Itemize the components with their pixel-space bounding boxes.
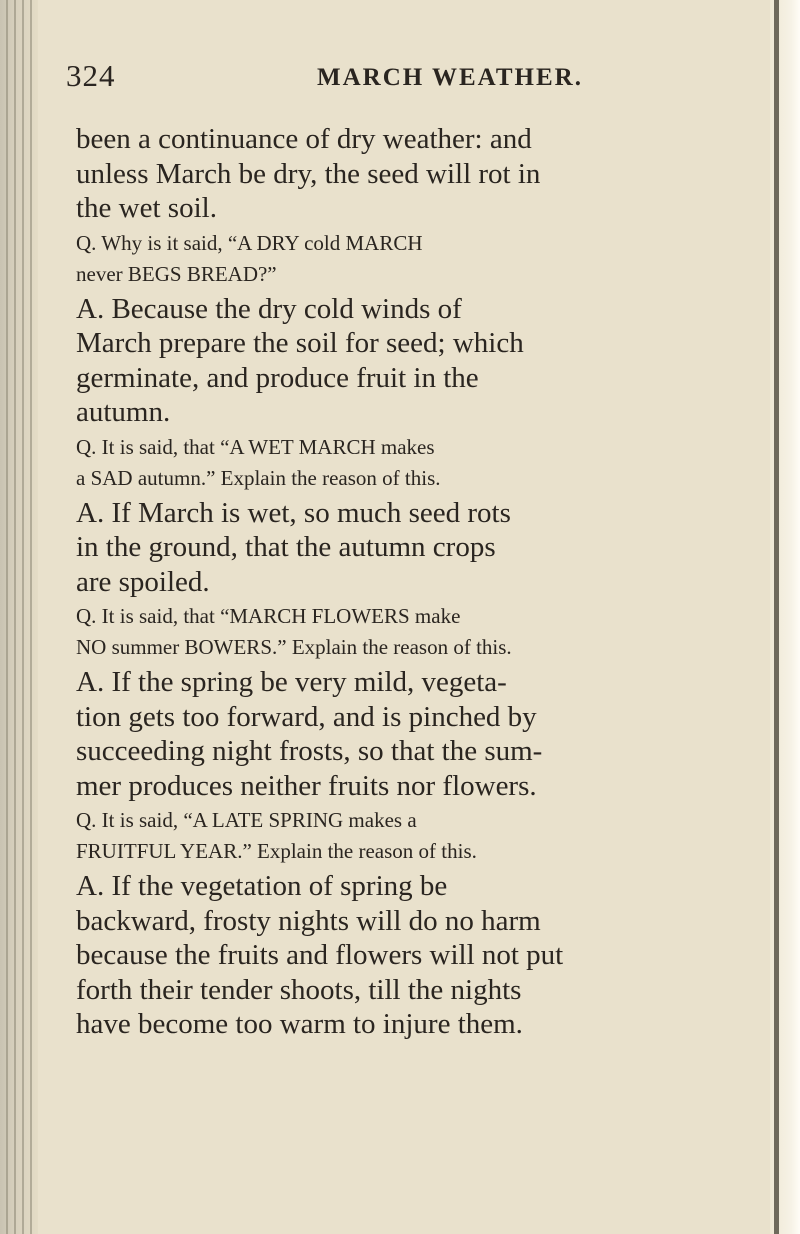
answer-line: A. If the vegetation of spring be	[76, 870, 448, 902]
question-line: Q. It is said, that “A WET MARCH makes	[76, 434, 435, 459]
question-line: Q. Why is it said, “A DRY cold MARCH	[76, 230, 423, 255]
answer-line: have become too warm to injure them.	[76, 1008, 523, 1040]
answer-line: forth their tender shoots, till the nights	[76, 973, 522, 1006]
question-line: a SAD autumn.” Explain the reason of this.	[76, 465, 441, 490]
page-header	[52, 58, 764, 98]
answer-line: germinate, and produce fruit in the	[76, 361, 479, 394]
answer-line: backward, frosty nights will do no harm	[76, 904, 541, 937]
answer-line: succeeding night frosts, so that the sum-	[76, 735, 543, 767]
answer-line: autumn.	[76, 396, 171, 428]
answer-line: A. If March is wet, so much seed rots	[76, 496, 511, 529]
answer-line: are spoiled.	[76, 565, 210, 598]
text-line: been a continuance of dry weather: and	[76, 123, 532, 155]
question-line: NO summer BOWERS.” Explain the reason of this.	[76, 635, 512, 659]
answer-line: because the fruits and flowers will not put	[76, 939, 564, 971]
answer-line: in the ground, that the autumn crops	[76, 531, 496, 563]
answer-line: A. If the spring be very mild, vegeta-	[76, 666, 507, 698]
question-line: FRUITFUL YEAR.” Explain the reason of this.	[76, 839, 477, 863]
answer-line: tion gets too forward, and is pinched by	[76, 700, 537, 733]
answer-line: March prepare the soil for seed; which	[76, 327, 524, 359]
running-title: MARCH WEATHER.	[317, 64, 583, 91]
question-line: never BEGS BREAD?”	[76, 261, 277, 286]
question-line: Q. It is said, that “MARCH FLOWERS make	[76, 604, 461, 628]
text-line: unless March be dry, the seed will rot in	[76, 157, 541, 190]
page-number: 324	[66, 58, 116, 93]
book-page	[52, 0, 764, 1234]
binding-gutter	[0, 0, 38, 1234]
page-body	[76, 122, 764, 1042]
answer-line: mer produces neither fruits nor flowers.	[76, 769, 537, 802]
page-edge	[770, 0, 800, 1234]
question-line: Q. It is said, “A LATE SPRING makes a	[76, 808, 417, 832]
answer-line: A. Because the dry cold winds of	[76, 292, 462, 325]
text-line: the wet soil.	[76, 192, 217, 224]
